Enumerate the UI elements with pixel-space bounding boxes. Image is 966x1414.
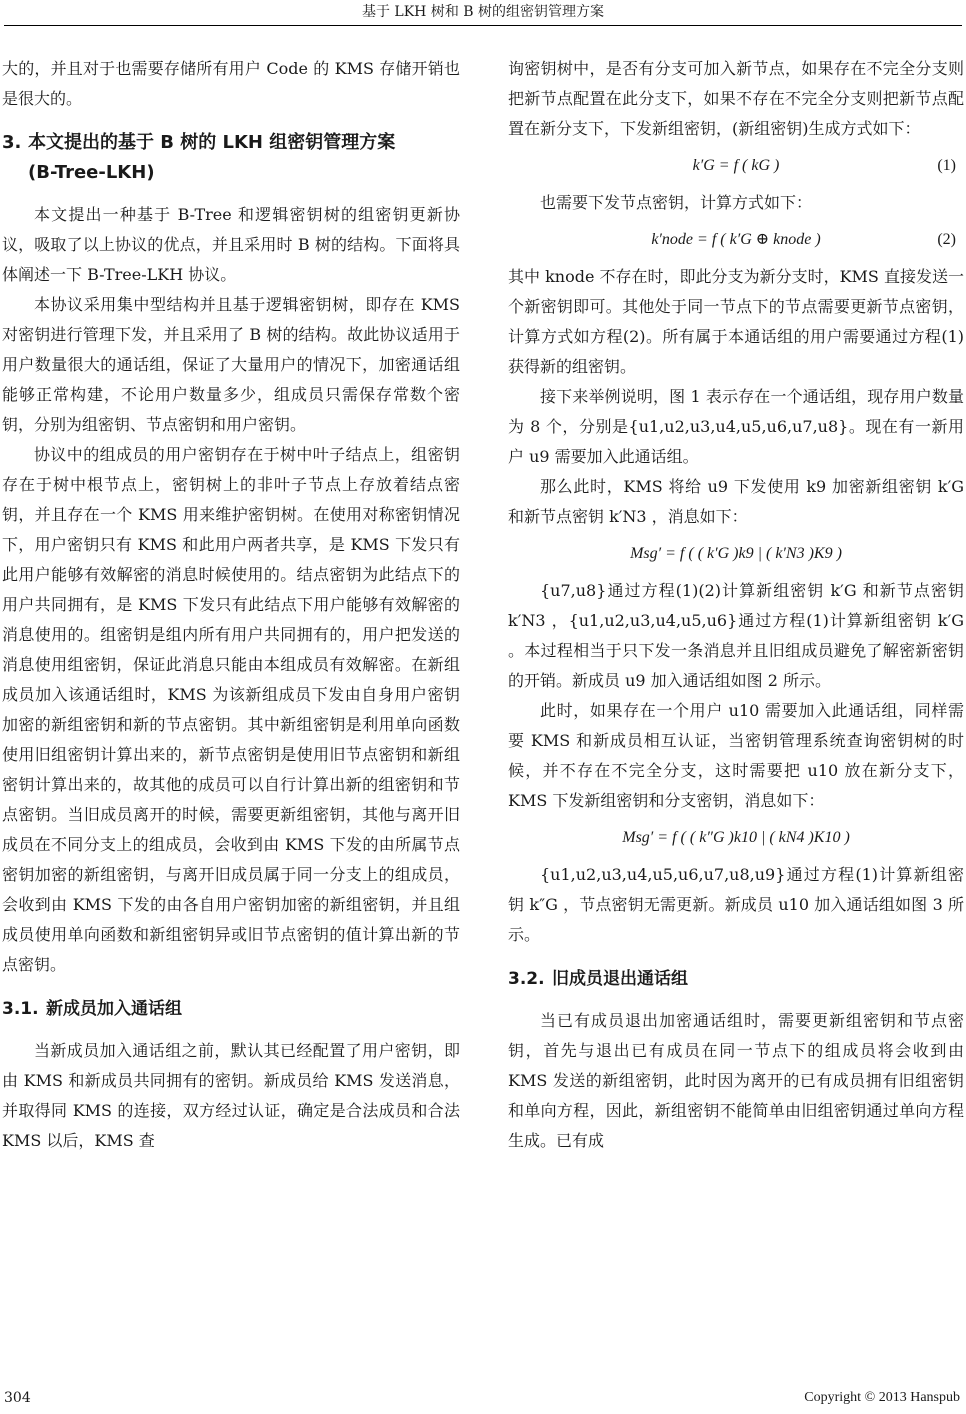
paragraph: {u7,u8}通过方程(1)(2)计算新组密钥 k′G 和新节点密钥 k′N3 ，{u1,u2,u3,u4,u5,u6}通过方程(1)计算新组密钥 k′G 。本过程相当于只下发一条消息并且旧组成员避免了解密新密钥的开销。新成员 u9 加入通话组如图 2 所示。: [508, 581, 964, 690]
equation-body: Msg′ = f ( ( k′G )k9 | ( k′N3 )K9 ): [630, 545, 842, 562]
equation-body: k′node = f ( k′G ⊕ knode ): [651, 231, 821, 248]
equation-2: [508, 218, 964, 262]
paragraph: 那么此时，KMS 将给 u9 下发使用 k9 加密新组密钥 k′G 和新节点密钥 k′N3 ，消息如下：: [508, 477, 964, 526]
subsection-heading: [2, 994, 460, 1024]
paragraph: 协议中的组成员的用户密钥存在于树中叶子结点上，组密钥存在于树中根节点上，密钥树上的非叶子节点上存放着结点密钥，并且存在一个 KMS 用来维护密钥树。在使用对称密钥情况下，用户密钥只有 KMS 和此用户两者共享，是 KMS 下发只有此用户能够有效解密的消息时候使用的。结点密钥为此结点下的用户共同拥有，是 KMS 下发只有此结点下用户能够有效解密的消息使用的。组密钥是组内所有用户共同拥有的，用户把发送的消息使用组密钥，保证此消息只能由本组成员有效解密。在新组成员加入该通话组时，KMS 为该新组成员下发由自身用户密钥加密的新组密钥和新的节点密钥。其中新组密钥是利用单向函数使用旧组密钥计算出来的，新节点密钥是使用旧节点密钥和新组密钥计算出来的，故其他的成员可以自行计算出新的组密钥和节点密钥。当旧成员离开的时候，需要更新组密钥，其他与离开旧成员在不同分支上的组成员，会收到由 KMS 下发的由所属节点密钥加密的新组密钥，与离开旧成员属于同一分支上的组成员，会收到由 KMS 下发的由各自用户密钥加密的新组密钥，并且组成员使用单向函数和新组密钥异或旧节点密钥的值计算出新的节点密钥。: [2, 445, 460, 974]
section-title-sub: (B-Tree-LKH): [28, 162, 155, 183]
section-title: 本文提出的基于 B 树的 LKH 组密钥管理方案: [28, 132, 396, 153]
equation-4: [508, 816, 964, 860]
paragraph: 当新成员加入通话组之前，默认其已经配置了用户密钥，即由 KMS 和新成员共同拥有的密钥。新成员给 KMS 发送消息，并取得同 KMS 的连接，双方经过认证，确定是合法成员和合法 KMS 以后，KMS 查: [2, 1041, 460, 1150]
copyright-notice: Copyright © 2013 Hanspub: [804, 1390, 960, 1405]
equation-number: (2): [937, 231, 956, 248]
section-number: 3.: [2, 132, 22, 153]
left-column: [2, 54, 460, 1156]
paragraph: 其中 knode 不存在时，即此分支为新分支时，KMS 直接发送一个新密钥即可。其他处于同一节点下的节点需要更新节点密钥，计算方式如方程(2)。所有属于本通话组的用户需要通过方程(1)获得新的组密钥。: [508, 267, 964, 376]
running-header: 基于 LKH 树和 B 树的组密钥管理方案: [361, 4, 605, 20]
equation-1: [508, 144, 964, 188]
header-rule: [4, 25, 962, 26]
paragraph: 当已有成员退出加密通话组时，需要更新组密钥和节点密钥，首先与退出已有成员在同一节点下的组成员将会收到由 KMS 发送的新组密钥，此时因为离开的已有成员拥有旧组密钥和单向方程，因此，新组密钥不能简单由旧组密钥通过单向方程生成。已有成: [508, 1011, 964, 1150]
paragraph: 本文提出一种基于 B-Tree 和逻辑密钥树的组密钥更新协议，吸取了以上协议的优点，并且采用时 B 树的结构。下面将具体阐述一下 B-Tree-LKH 协议。: [2, 205, 460, 284]
equation-3: [508, 532, 964, 576]
subsection-heading: [508, 964, 964, 994]
equation-body: k′G = f ( kG ): [692, 157, 780, 174]
paragraph: {u1,u2,u3,u4,u5,u6,u7,u8,u9}通过方程(1)计算新组密钥 k″G ，节点密钥无需更新。新成员 u10 加入通话组如图 3 所示。: [508, 865, 964, 944]
subsection-title: 旧成员退出通话组: [552, 969, 688, 989]
paragraph: 此时，如果存在一个用户 u10 需要加入此通话组，同样需要 KMS 和新成员相互认证，当密钥管理系统查询密钥树的时候，并不存在不完全分支，这时需要把 u10 放在新分支下，KMS 下发新组密钥和分支密钥，消息如下：: [508, 701, 964, 810]
section-heading: [2, 128, 460, 188]
subsection-number: 3.2.: [508, 969, 545, 989]
paragraph-continued: 询密钥树中，是否有分支可加入新节点，如果存在不完全分支则把新节点配置在此分支下，如果不存在不完全分支则把新节点配置在新分支下，下发新组密钥，(新组密钥)生成方式如下：: [508, 59, 964, 138]
subsection-number: 3.1.: [2, 999, 39, 1019]
paragraph: 本协议采用集中型结构并且基于逻辑密钥树，即存在 KMS 对密钥进行管理下发，并且采用了 B 树的结构。故此协议适用于用户数量很大的通话组，保证了大量用户的情况下，加密通话组能够正常构建，不论用户数量多少，组成员只需保存常数个密钥，分别为组密钥、节点密钥和用户密钥。: [2, 295, 460, 434]
equation-number: (1): [937, 157, 956, 174]
subsection-title: 新成员加入通话组: [46, 999, 182, 1019]
right-column: [508, 54, 964, 1156]
page-number: 304: [4, 1390, 31, 1406]
paragraph: 接下来举例说明，图 1 表示存在一个通话组，现存用户数量为 8 个，分别是{u1,u2,u3,u4,u5,u6,u7,u8}。现在有一新用户 u9 需要加入此通话组。: [508, 387, 964, 466]
equation-body: Msg′ = f ( ( k″G )k10 | ( kN4 )K10 ): [622, 829, 850, 846]
paragraph-continued: 大的，并且对于也需要存储所有用户 Code 的 KMS 存储开销也是很大的。: [2, 59, 460, 108]
paragraph: 也需要下发节点密钥，计算方式如下：: [540, 193, 813, 212]
